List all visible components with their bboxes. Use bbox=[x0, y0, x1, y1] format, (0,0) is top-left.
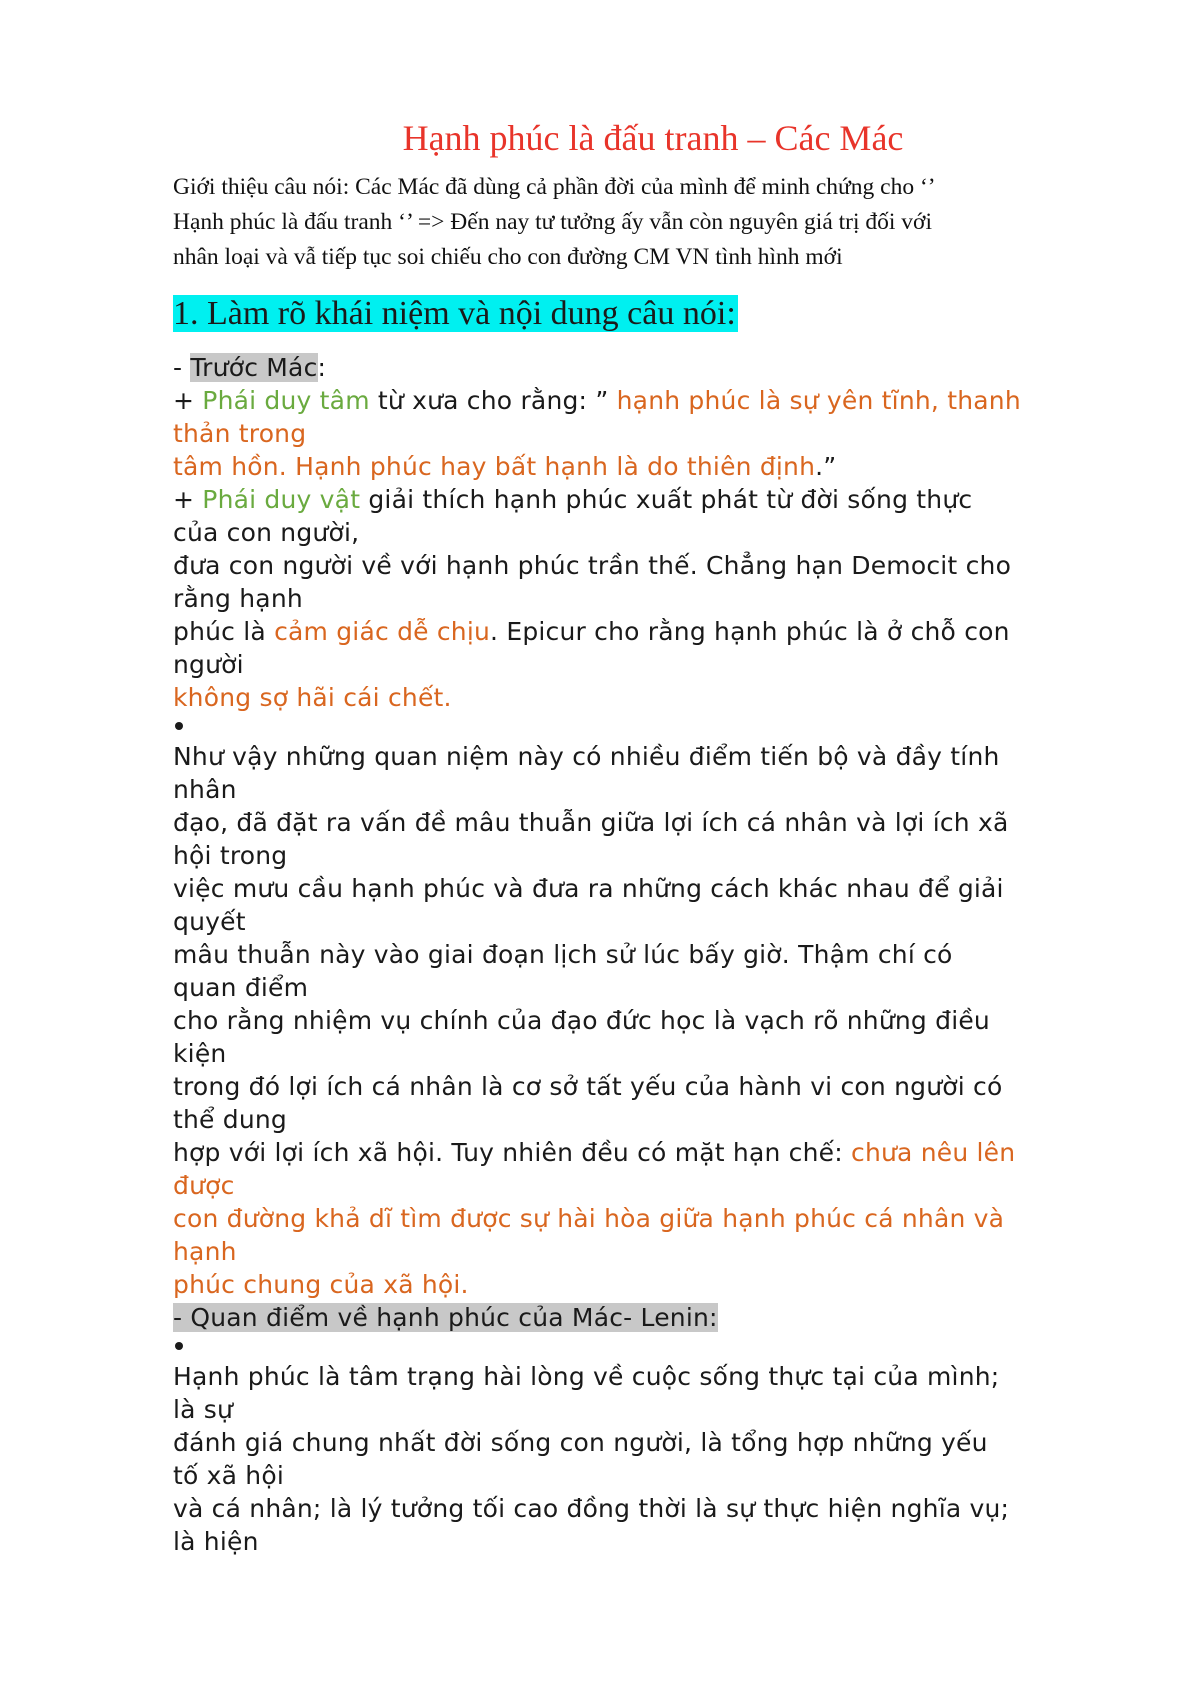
bullet bbox=[173, 714, 1133, 740]
duy-tam-line-3 bbox=[173, 450, 1133, 483]
duy-vat-line-5 bbox=[173, 615, 1133, 648]
evaluation-line bbox=[173, 1136, 1133, 1169]
duy-vat-line-3: đưa con người về với hạnh phúc trần thế. Chẳng hạn Democit cho bbox=[173, 551, 1012, 580]
duy-vat-line-1 bbox=[173, 483, 1133, 516]
duy-vat-line-2: của con người, bbox=[173, 518, 360, 547]
duy-tam-line-2: thản trong bbox=[173, 419, 307, 448]
body-text bbox=[173, 351, 1133, 1558]
duy-vat-line-4: rằng hạnh bbox=[173, 584, 303, 613]
limitation-line: phúc chung của xã hội. bbox=[173, 1270, 469, 1299]
duy-vat-highlight: cảm giác dễ chịu bbox=[274, 617, 491, 646]
evaluation-line: quan điểm bbox=[173, 973, 309, 1002]
duy-tam-text: từ xưa cho rằng: ” bbox=[369, 386, 617, 415]
evaluation-line: đạo, đã đặt ra vấn đề mâu thuẫn giữa lợi ích cá nhân và lợi ích xã bbox=[173, 808, 1009, 837]
evaluation-line: cho rằng nhiệm vụ chính của đạo đức học là vạch rõ những điều bbox=[173, 1006, 990, 1035]
evaluation-line: thể dung bbox=[173, 1105, 288, 1134]
evaluation-line: Như vậy những quan niệm này có nhiều điểm tiến bộ và đầy tính bbox=[173, 742, 1000, 771]
duy-tam-school: Phái duy tâm bbox=[202, 386, 370, 415]
marx-lenin-line: là sự bbox=[173, 1395, 234, 1424]
duy-tam-quote: hạnh phúc là sự yên tĩnh, thanh bbox=[616, 386, 1021, 415]
marx-lenin-line: Hạnh phúc là tâm trạng hài lòng về cuộc sống thực tại của mình; bbox=[173, 1362, 1000, 1391]
marx-lenin-heading-line bbox=[173, 1301, 1133, 1334]
intro-line: Giới thiệu câu nói: Các Mác đã dùng cả phần đời của mình để minh chứng cho ‘’ bbox=[173, 174, 936, 200]
evaluation-line: việc mưu cầu hạnh phúc và đưa ra những cách khác nhau để giải bbox=[173, 874, 1004, 903]
plus: + bbox=[173, 485, 203, 514]
plus: + bbox=[173, 386, 203, 415]
colon: : bbox=[317, 353, 327, 382]
duy-vat-text: phúc là bbox=[173, 617, 275, 646]
duy-vat-school: Phái duy vật bbox=[202, 485, 361, 514]
document-content bbox=[173, 112, 1133, 1558]
marx-lenin-line: và cá nhân; là lý tưởng tối cao đồng thời là sự thực hiện nghĩa vụ; bbox=[173, 1494, 1010, 1523]
dash: - bbox=[173, 353, 191, 382]
marx-lenin-line: đánh giá chung nhất đời sống con người, là tổng hợp những yếu bbox=[173, 1428, 988, 1457]
evaluation-line: trong đó lợi ích cá nhân là cơ sở tất yếu của hành vi con người có bbox=[173, 1072, 1003, 1101]
duy-vat-text: . Epicur cho rằng hạnh phúc là ở chỗ con bbox=[490, 617, 1010, 646]
section-heading-1-text: 1. Làm rõ khái niệm và nội dung câu nói: bbox=[173, 295, 736, 332]
intro-line: Hạnh phúc là đấu tranh ‘’ => Đến nay tư tưởng ấy vẫn còn nguyên giá trị đối với bbox=[173, 209, 933, 235]
duy-tam-quote: tâm hồn. Hạnh phúc hay bất hạnh là do thiên định bbox=[173, 452, 816, 481]
bullet bbox=[173, 1334, 1133, 1360]
duy-tam-line-1 bbox=[173, 384, 1133, 417]
marx-lenin-line: tố xã hội bbox=[173, 1461, 284, 1490]
evaluation-text: hợp với lợi ích xã hội. Tuy nhiên đều có mặt hạn chế: bbox=[173, 1138, 852, 1167]
marx-lenin-heading: - Quan điểm về hạnh phúc của Mác- Lenin: bbox=[173, 1303, 718, 1332]
intro-line: nhân loại và vẫ tiếp tục soi chiếu cho con đường CM VN tình hình mới bbox=[173, 244, 843, 270]
truoc-mac-line bbox=[173, 351, 1133, 384]
duy-vat-line-7: không sợ hãi cái chết. bbox=[173, 683, 452, 712]
evaluation-line: mâu thuẫn này vào giai đoạn lịch sử lúc bấy giờ. Thậm chí có bbox=[173, 940, 953, 969]
duy-vat-line-6: người bbox=[173, 650, 244, 679]
intro-paragraph bbox=[173, 170, 1133, 275]
bullet-dot-icon bbox=[175, 722, 183, 730]
bullet-dot-icon bbox=[175, 1342, 183, 1350]
limitation-line: hạnh bbox=[173, 1237, 237, 1266]
limitation-line: con đường khả dĩ tìm được sự hài hòa giữa hạnh phúc cá nhân và bbox=[173, 1204, 1005, 1233]
document-title: Hạnh phúc là đấu tranh – Các Mác bbox=[402, 118, 904, 158]
evaluation-line: hội trong bbox=[173, 841, 288, 870]
limitation-text: chưa nêu lên bbox=[851, 1138, 1016, 1167]
duy-tam-end: .” bbox=[815, 452, 837, 481]
marx-lenin-line: là hiện bbox=[173, 1527, 259, 1556]
duy-vat-text: giải thích hạnh phúc xuất phát từ đời sống thực bbox=[360, 485, 973, 514]
evaluation-line: nhân bbox=[173, 775, 237, 804]
truoc-mac-label: Trước Mác bbox=[190, 353, 318, 382]
evaluation-line: quyết bbox=[173, 907, 246, 936]
evaluation-line: kiện bbox=[173, 1039, 227, 1068]
limitation-line: được bbox=[173, 1171, 235, 1200]
section-heading-1 bbox=[173, 291, 1133, 337]
